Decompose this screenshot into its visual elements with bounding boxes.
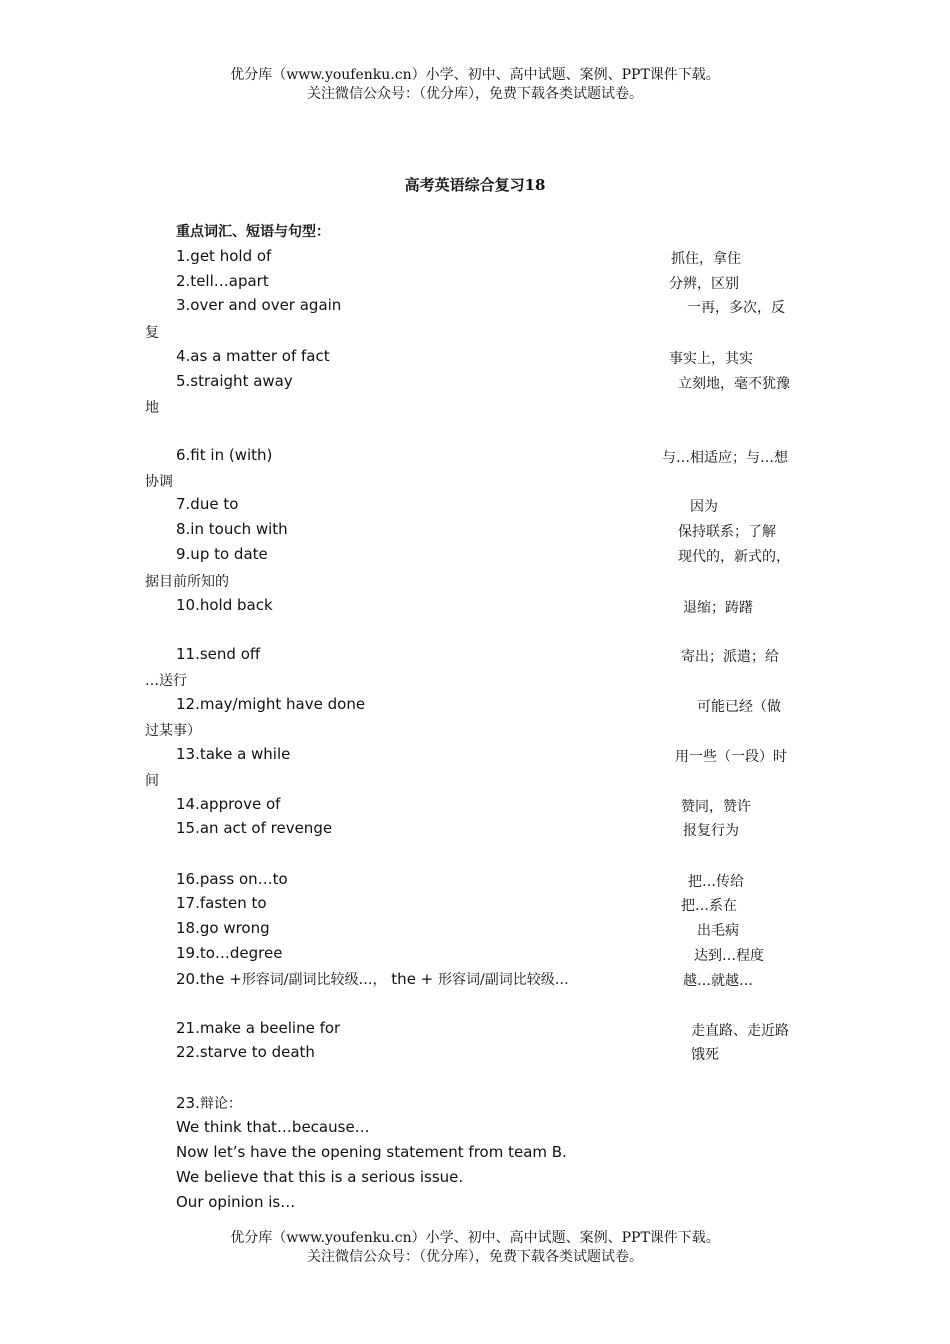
item-10-meaning: 退缩；踌躇 xyxy=(683,600,753,616)
item-5-meaning: 立刻地，毫不犹豫 xyxy=(678,376,790,392)
item-6-meaning-cont: 协调 xyxy=(145,474,173,490)
item-11-meaning-cont: …送行 xyxy=(145,673,187,689)
item-5-meaning-cont: 地 xyxy=(145,400,159,416)
item-1-phrase: 1.get hold of xyxy=(176,247,272,265)
item-20-part-a: 20.the + xyxy=(176,970,242,988)
page-title: 高考英语综合复习18 xyxy=(404,176,546,194)
item-20-part-c: the + xyxy=(386,970,439,988)
debate-heading xyxy=(176,1093,242,1113)
item-16-phrase: 16.pass on…to xyxy=(176,870,288,888)
debate-heading-text: 辩论： xyxy=(199,1096,242,1112)
item-12-phrase: 12.may/might have done xyxy=(176,695,366,713)
item-9-meaning: 现代的，新式的， xyxy=(678,549,790,565)
item-2-phrase: 2.tell…apart xyxy=(176,272,269,290)
footer-line-1: 优分库（www.youfenku.cn）小学、初中、高中试题、案例、PPT课件下载。 xyxy=(230,1230,720,1246)
header-line-1: 优分库（www.youfenku.cn）小学、初中、高中试题、案例、PPT课件下载。 xyxy=(230,67,720,83)
item-13-meaning-cont: 间 xyxy=(145,773,159,789)
item-4-meaning: 事实上，其实 xyxy=(669,351,753,367)
item-21-meaning: 走直路、走近路 xyxy=(691,1023,789,1039)
item-20-meaning: 越…就越… xyxy=(683,973,753,989)
item-14-meaning: 赞同，赞许 xyxy=(681,799,751,815)
item-5-phrase: 5.straight away xyxy=(176,372,293,390)
item-17-phrase: 17.fasten to xyxy=(176,894,267,912)
item-6-phrase: 6.fit in (with) xyxy=(176,446,273,464)
item-10-phrase: 10.hold back xyxy=(176,596,273,614)
debate-line-1: We think that…because… xyxy=(176,1118,370,1136)
item-2-meaning: 分辨，区别 xyxy=(669,276,739,292)
item-7-phrase: 7.due to xyxy=(176,495,239,513)
item-12-meaning: 可能已经（做 xyxy=(697,699,781,715)
debate-line-4: Our opinion is… xyxy=(176,1193,296,1211)
item-17-meaning: 把…系在 xyxy=(681,898,737,914)
item-18-phrase: 18.go wrong xyxy=(176,919,270,937)
item-20-phrase xyxy=(176,969,569,989)
item-8-meaning: 保持联系；了解 xyxy=(678,524,776,540)
page-footer xyxy=(0,1229,950,1267)
item-15-meaning: 报复行为 xyxy=(683,823,739,839)
item-22-phrase: 22.starve to death xyxy=(176,1043,315,1061)
item-9-phrase: 9.up to date xyxy=(176,545,268,563)
item-20-part-b: 形容词/副词比较级…， xyxy=(241,972,387,988)
item-12-meaning-cont: 过某事） xyxy=(145,723,201,739)
debate-line-2: Now let’s have the opening statement from team B. xyxy=(176,1143,567,1161)
header-line-2: 关注微信公众号：（优分库），免费下载各类试题试卷。 xyxy=(307,86,643,102)
item-13-phrase: 13.take a while xyxy=(176,745,291,763)
item-7-meaning: 因为 xyxy=(690,499,718,515)
item-13-meaning: 用一些（一段）时 xyxy=(675,749,787,765)
item-15-phrase: 15.an act of revenge xyxy=(176,819,333,837)
item-3-phrase: 3.over and over again xyxy=(176,296,342,314)
footer-line-2: 关注微信公众号：（优分库），免费下载各类试题试卷。 xyxy=(307,1249,643,1265)
item-22-meaning: 饿死 xyxy=(691,1047,719,1063)
item-3-meaning-cont: 复 xyxy=(145,325,159,341)
item-16-meaning: 把…传给 xyxy=(688,874,744,890)
section-heading: 重点词汇、短语与句型： xyxy=(176,224,330,240)
item-11-phrase: 11.send off xyxy=(176,645,261,663)
item-6-meaning: 与…相适应；与…想 xyxy=(662,450,788,466)
item-4-phrase: 4.as a matter of fact xyxy=(176,347,330,365)
debate-line-3: We believe that this is a serious issue. xyxy=(176,1168,464,1186)
page-header xyxy=(0,66,950,104)
item-19-phrase: 19.to…degree xyxy=(176,944,283,962)
item-11-meaning: 寄出；派遣；给 xyxy=(681,649,779,665)
debate-heading-number: 23. xyxy=(176,1094,200,1112)
item-14-phrase: 14.approve of xyxy=(176,795,281,813)
item-20-part-d: 形容词/副词比较级… xyxy=(438,972,569,988)
item-18-meaning: 出毛病 xyxy=(697,923,739,939)
item-1-meaning: 抓住，拿住 xyxy=(671,251,741,267)
item-8-phrase: 8.in touch with xyxy=(176,520,288,538)
item-19-meaning: 达到…程度 xyxy=(694,948,764,964)
item-3-meaning: 一再，多次，反 xyxy=(687,300,785,316)
item-21-phrase: 21.make a beeline for xyxy=(176,1019,341,1037)
item-9-meaning-cont: 据目前所知的 xyxy=(145,574,229,590)
